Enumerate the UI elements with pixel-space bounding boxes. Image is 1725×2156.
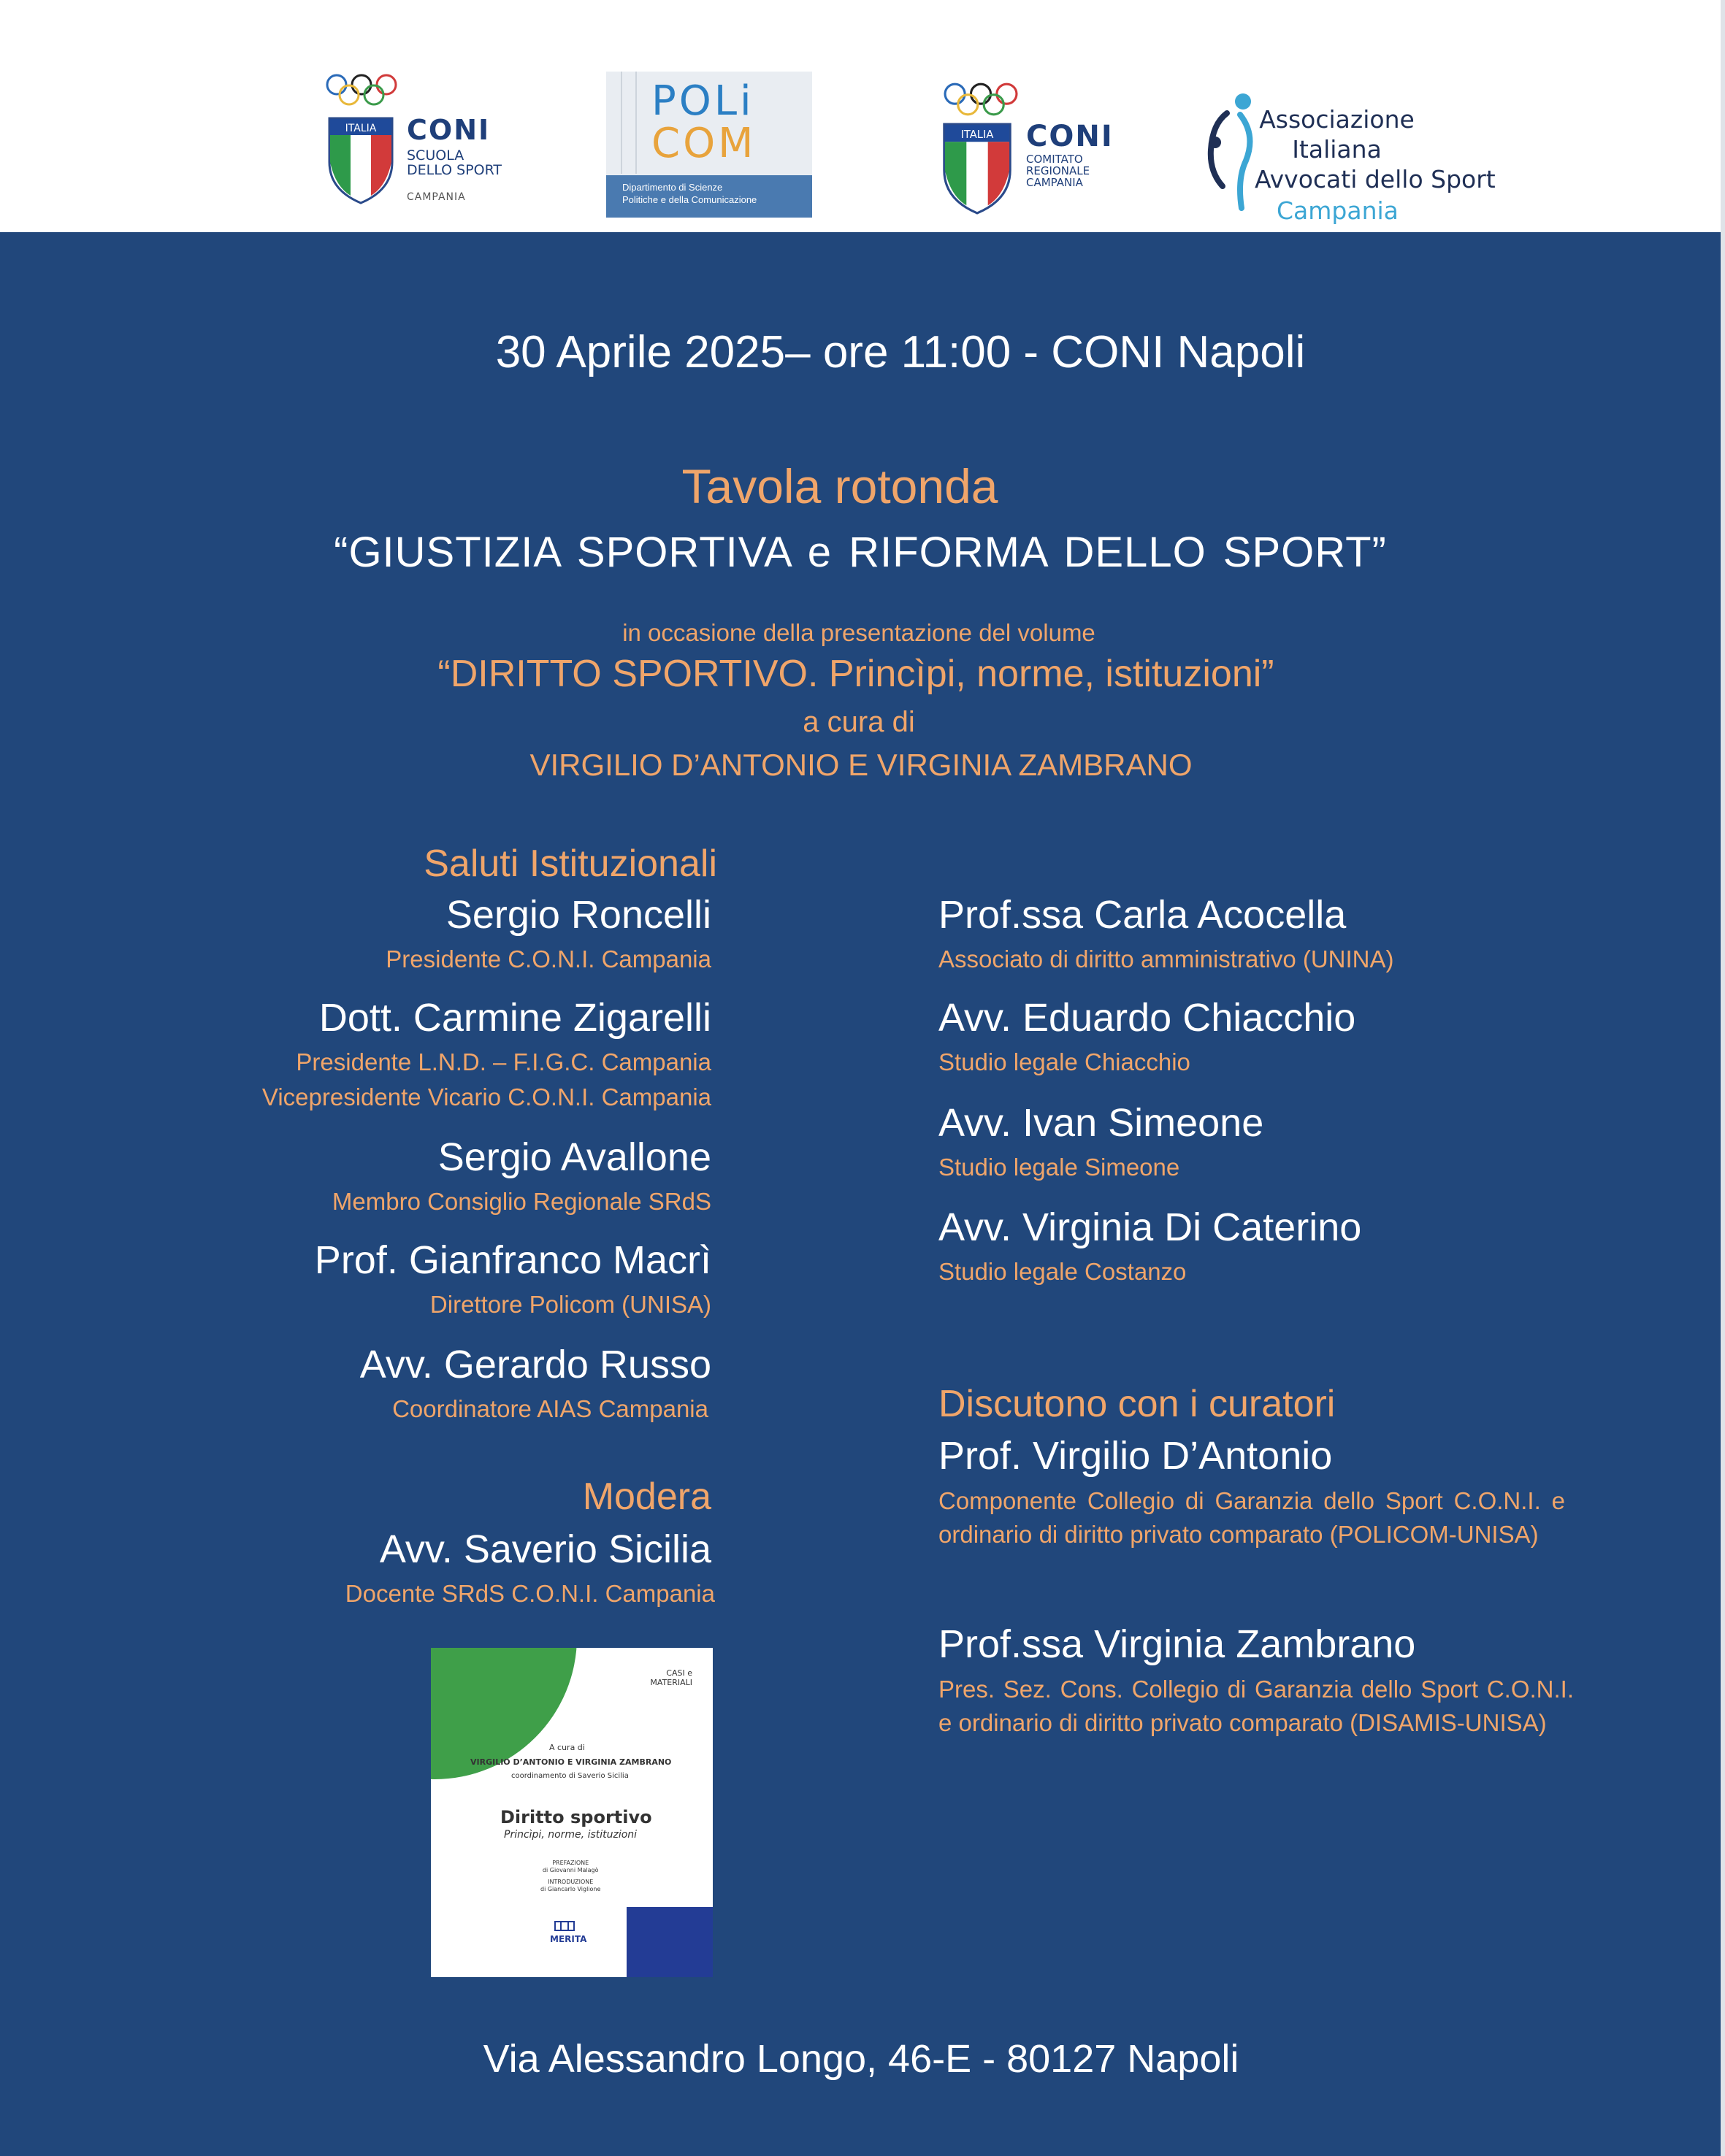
cover-authors: VIRGILIO D’ANTONIO E VIRGINIA ZAMBRANO <box>470 1757 672 1767</box>
poli-text: POLi <box>651 77 754 125</box>
speaker-role: Associato di diritto amministrativo (UNINA) <box>938 945 1394 972</box>
speaker-role: Presidente L.N.D. – F.I.G.C. Campania <box>296 1048 711 1075</box>
discussant-name: Prof.ssa Virginia Zambrano <box>938 1622 1416 1666</box>
poster-background <box>0 232 1725 2156</box>
scuola-line: SCUOLA <box>407 147 464 164</box>
italia-shield-icon <box>328 117 394 204</box>
speaker-role: Membro Consiglio Regionale SRdS <box>332 1188 711 1215</box>
occasion-text: in occasione della presentazione del volume <box>622 619 1095 646</box>
speaker-acocella <box>938 892 1394 977</box>
speaker-russo <box>360 1342 711 1427</box>
comitato-line: COMITATO <box>1026 153 1083 166</box>
coni-scuola-sport-logo <box>325 73 522 212</box>
cover-coordination: coordinamento di Saverio Sicilia <box>511 1772 629 1780</box>
discussant-dantonio <box>938 1433 1565 1551</box>
policom-department-band <box>606 175 812 218</box>
book-title: “DIRITTO SPORTIVO. Princìpi, norme, istituzioni” <box>437 653 1274 695</box>
moderator-sicilia <box>345 1527 715 1611</box>
speaker-di-caterino <box>938 1205 1361 1289</box>
speaker-role: Studio legale Chiacchio <box>938 1048 1190 1075</box>
speaker-chiacchio <box>938 995 1355 1080</box>
speaker-name: Avv. Gerardo Russo <box>359 1343 711 1386</box>
speaker-macri <box>315 1238 711 1322</box>
curated-by: a cura di <box>803 706 915 738</box>
venue-address: Via Alessandro Longo, 46-E - 80127 Napoli <box>483 2037 1239 2081</box>
discuss-heading: Discutono con i curatori <box>938 1383 1336 1425</box>
moderator-role: Docente SRdS C.O.N.I. Campania <box>345 1580 715 1607</box>
campania-small-text: CAMPANIA <box>407 191 466 203</box>
cover-preface <box>540 1860 600 1893</box>
dello-sport-line: DELLO SPORT <box>407 161 502 178</box>
cover-series-label <box>650 1668 692 1687</box>
speaker-role: Coordinatore AIAS Campania <box>392 1395 708 1422</box>
cover-subtitle: Princìpi, norme, istituzioni <box>504 1829 638 1841</box>
department-line-1: Dipartimento di Scienze <box>622 182 723 193</box>
speaker-role: Presidente C.O.N.I. Campania <box>386 945 711 972</box>
speaker-zigarelli <box>262 995 711 1115</box>
aias-line-1: Associazione <box>1259 105 1415 134</box>
coni-wordmark: CONI <box>1026 120 1114 153</box>
coni-comitato-regionale-logo <box>941 82 1138 213</box>
policom-wordmark <box>651 77 757 167</box>
curators-names: VIRGILIO D’ANTONIO E VIRGINIA ZAMBRANO <box>529 748 1193 782</box>
discussant-role: Pres. Sez. Cons. Collegio di Garanzia dello Sport C.O.N.I. e ordinario di diritto privato comparato (DISAMIS-UNISA) <box>938 1676 1574 1736</box>
comitato-regionale-text <box>1026 154 1090 188</box>
olympic-rings-icon <box>941 82 1021 118</box>
saluti-heading: Saluti Istituzionali <box>424 843 717 885</box>
cover-blue-block <box>627 1907 713 1977</box>
publisher-logo-icon <box>554 1920 575 1932</box>
speaker-role: Studio legale Simeone <box>938 1154 1180 1181</box>
speaker-name: Avv. Ivan Simeone <box>938 1101 1264 1145</box>
italia-shield-icon <box>942 123 1012 215</box>
book-cover-image <box>431 1648 713 1977</box>
aias-name <box>1255 104 1496 194</box>
regionale-line: REGIONALE <box>1026 164 1090 177</box>
discussant-name: Prof. Virgilio D’Antonio <box>938 1434 1333 1478</box>
moderator-name: Avv. Saverio Sicilia <box>379 1527 711 1571</box>
speaker-name: Sergio Roncelli <box>445 893 711 937</box>
speaker-avallone <box>332 1135 711 1219</box>
speaker-name: Avv. Eduardo Chiacchio <box>938 996 1356 1040</box>
logo-bar <box>0 0 1725 232</box>
department-line-2: Politiche e della Comunicazione <box>622 194 757 205</box>
aias-line-2: Italiana <box>1292 135 1382 164</box>
aias-logo <box>1198 77 1496 230</box>
event-datetime: 30 Aprile 2025– ore 11:00 - CONI Napoli <box>495 327 1306 377</box>
cover-intro-author: di Giancarlo Viglione <box>540 1886 601 1892</box>
italia-label: ITALIA <box>345 123 377 134</box>
cover-title: Diritto sportivo <box>500 1807 652 1827</box>
page-edge <box>1721 0 1725 2156</box>
scuola-dello-sport-text <box>407 149 502 178</box>
aias-line-3: Avvocati dello Sport <box>1255 165 1496 193</box>
modera-heading: Modera <box>582 1476 711 1518</box>
campania-line: CAMPANIA <box>1026 175 1083 189</box>
discussant-role: Componente Collegio di Garanzia dello Sport C.O.N.I. e ordinario di diritto privato comparato (POLICOM-UNISA) <box>938 1487 1565 1548</box>
speaker-name: Prof.ssa Carla Acocella <box>938 893 1347 937</box>
aias-figure-icon <box>1198 91 1263 215</box>
speaker-name: Avv. Virginia Di Caterino <box>938 1205 1362 1249</box>
speaker-role: Studio legale Costanzo <box>938 1258 1187 1285</box>
policom-logo <box>606 72 812 218</box>
com-text: COM <box>651 120 757 167</box>
cover-series-line-1: CASI e <box>666 1668 692 1678</box>
italia-label: ITALIA <box>960 128 994 141</box>
cover-curated: A cura di <box>549 1743 585 1752</box>
olympic-rings-icon <box>325 73 398 108</box>
policom-department-text <box>622 181 757 206</box>
cover-preface-label: PREFAZIONE <box>552 1860 589 1866</box>
speaker-name: Prof. Gianfranco Macrì <box>314 1238 711 1282</box>
cover-publisher: MERITA <box>550 1934 587 1944</box>
event-title: “GIUSTIZIA SPORTIVA e RIFORMA DELLO SPORT” <box>334 529 1387 576</box>
aias-region: Campania <box>1277 196 1399 225</box>
discussant-zambrano <box>938 1622 1574 1740</box>
speaker-role: Vicepresidente Vicario C.O.N.I. Campania <box>261 1083 711 1110</box>
cover-intro-label: INTRODUZIONE <box>548 1879 594 1885</box>
speaker-simeone <box>938 1100 1263 1185</box>
coni-wordmark: CONI <box>407 114 491 146</box>
speaker-role: Direttore Policom (UNISA) <box>429 1291 711 1318</box>
speaker-roncelli <box>386 892 711 977</box>
event-type: Tavola rotonda <box>681 459 998 513</box>
cover-series-line-2: MATERIALI <box>650 1678 692 1687</box>
speaker-name: Sergio Avallone <box>437 1135 711 1179</box>
speaker-name: Dott. Carmine Zigarelli <box>318 996 711 1040</box>
cover-preface-author: di Giovanni Malagò <box>542 1867 599 1873</box>
